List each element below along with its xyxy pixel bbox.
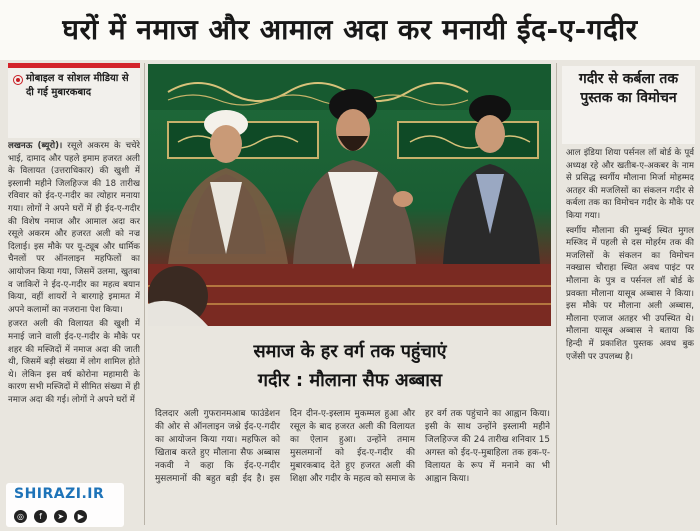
left-article-column	[8, 140, 140, 525]
blurb-text: मोबाइल व सोशल मीडिया से दी गई मुबारकबाद	[26, 73, 129, 98]
shirazi-logo	[6, 483, 124, 527]
subheadline-line-1: समाज के हर वर्ग तक पहुंचाएं	[253, 341, 447, 362]
left-paragraph-2: हजरत अली की विलायत की खुशी में मनाई जाने वाली ईद-ए-गदीर के मौके पर शहर की मस्जिदों में नमाज अदा की जाती थी, जिसमें बड़ी संख्या में लोग शामिल होते थे। लेकिन इस वर्ष कोरोना महामारी के कारण सभी मस्जिदों में सीमित संख्या में ही नमाज अदा की गई। लोगों ने अपने घरों में	[8, 319, 140, 405]
logo-name: SHIRAZI.IR	[14, 486, 105, 502]
subheadline	[150, 338, 550, 406]
left-paragraph-1	[8, 140, 140, 316]
facebook-icon: f	[34, 510, 47, 523]
sidebar-paragraph-1: आल इंडिया शिया पर्सनल लॉ बोर्ड के पूर्व अध्यक्ष रहे और खतीब-ए-अकबर के नाम से प्रसिद्ध स्वर्गीय मौलाना मिर्जा मोहम्मद अतहर की मजलिसों का संकलन गदीर से कर्बला तक का विमोचन गदीर के मौके पर किया गया।	[566, 148, 694, 221]
column-divider-right	[556, 63, 557, 525]
telegram-icon: ➤	[54, 510, 67, 523]
youtube-icon: ▶	[74, 510, 87, 523]
sidebar-article-column	[566, 147, 694, 525]
main-headline: घरों में नमाज और आमाल अदा कर मनायी ईद-ए-गदीर	[0, 0, 700, 60]
sidebar-heading: गदीर से कर्बला तक पुस्तक का विमोचन	[562, 66, 695, 144]
column-divider-left	[144, 63, 145, 525]
news-photo	[148, 64, 551, 326]
instagram-icon: ◎	[14, 510, 27, 523]
middle-paragraph-1: दिलदार अली गुफरानमआब फाउंडेशन की ओर से ऑनलाइन जश्ने ईद-ए-गदीर का आयोजन किया गया। महफिल को खिताब करते हुए मौलाना सैफ अब्बास नकवी ने कहा कि ईद-ए-गदीर मुसलमानों की बहुत बड़ी ईद है। इस दिन दीन-ए-इस्लाम मुकम्मल हुआ और रसूल के बाद हजरत अली की विलायत का ऐलान हुआ। उन्होंने तमाम मुसलमानों को ईद-ए-गदीर की मुबारकबाद देते हुए हजरत अली की शिक्षा और गदीर के महत्व को समाज के हर वर्ग तक पहुंचाने का आह्वान किया। इसी के साथ उन्होंने इस्लामी महीने जिलहिज्ज की 24 तारीख शनिवार 15 अगस्त को ईद-ए-मुबाहिला तक हक-ए-विलायत के रूप में मनाने का भी आह्वान किया।	[155, 409, 550, 484]
sidebar-paragraph-2: स्वर्गीय मौलाना की मुम्बई स्थित मुगल मस्जिद में पहली से दस मोहर्रम तक की मजलिसों के संकलन का विमोचन नक्खास चौराहा स्थित अवध पाइंट पर मौलाना के पुत्र व पर्सनल लॉ बोर्ड के प्रवक्ता मौलाना यासूब अब्बास ने किया। इस मौके पर मौलाना अली अब्बास, मौलाना एजाज अतहर भी उपस्थित थे। मौलाना यासूब अब्बास ने बताया कि हिन्दी में प्रकाशित पुस्तक अवध बुक एजेंसी पर उपलब्ध है।	[566, 225, 694, 362]
mobile-social-blurb	[8, 63, 140, 138]
left-paragraph-1-text: रसूले अकरम के चचेरे भाई, दामाद और पहले इमाम हजरत अली के विलायत (उत्तराधिकार) की खुशी में इस्लामी महीने जिलहिज्ज की 18 तारीख रविवार को ईद-ए-गदीर का त्योहार मनाया गया। लोगों ने अपने घरों में ही ईद-ए-गदीर की विशेष नमाज और आमाल अदा कर रसूले अकरम और हजरत अली को नज्र दिलाई। इस मौके पर यू-ट्यूब और धार्मिक चैनलों पर ऑनलाइन महफिलों का आयोजन किया गया, जिसमें उलमा, खुतबा व जाकिरों ने ईद-ए-गदीर का महत्व बयान किया, वहीं शायरों ने बारगाहे इमामत में अपने कलामों का नजराना पेश किया।	[8, 141, 140, 315]
bullet-circle-icon	[13, 75, 23, 85]
middle-article-body	[155, 408, 550, 526]
social-icons	[14, 506, 89, 525]
dateline: लखनऊ (ब्यूरो)।	[8, 141, 63, 151]
subheadline-line-2: गदीर : मौलाना सैफ अब्बास	[257, 370, 443, 391]
